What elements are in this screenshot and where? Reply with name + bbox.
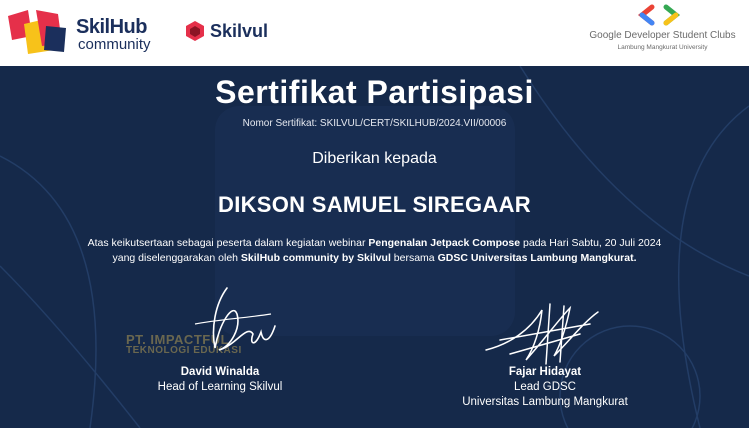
certificate-number: Nomor Sertifikat: SKILVUL/CERT/SKILHUB/2024.VII/00006	[242, 118, 507, 129]
skilhub-wordmark: SkilHub	[76, 16, 147, 38]
signatory-2-university: Universitas Lambung Mangkurat	[462, 396, 628, 408]
skilhub-mark-icon	[6, 6, 72, 58]
organizer-1: SkilHub community by Skilvul	[240, 252, 391, 264]
signatory-2-name: Fajar Hidayat	[508, 366, 582, 378]
skilhub-logo	[6, 6, 166, 58]
signatory-1-role: Head of Learning Skilvul	[157, 381, 283, 393]
signature-david-winalda	[175, 284, 285, 364]
desc-text-3: yang diselenggarakan oleh	[112, 252, 241, 264]
signatory-1-name: David Winalda	[180, 366, 260, 378]
certificate-title: Sertifikat Partisipasi	[215, 74, 534, 110]
event-name: Pengenalan Jetpack Compose	[368, 237, 521, 249]
signatory-2-role: Lead GDSC	[513, 381, 576, 393]
stamp-line-1: PT. IMPACTFUL	[126, 332, 230, 347]
signature-fajar-hidayat	[480, 300, 610, 370]
description-line-2	[0, 252, 749, 264]
gdsc-university: Lambung Mangkurat University	[617, 44, 708, 51]
recipient-name: DIKSON SAMUEL SIREGAAR	[218, 192, 531, 217]
gdsc-logo	[580, 4, 745, 60]
certificate-header	[0, 0, 749, 66]
skilvul-wordmark: Skilvul	[210, 21, 269, 41]
organizer-2: GDSC Universitas Lambung Mangkurat.	[437, 252, 637, 264]
desc-text-4: bersama	[390, 252, 438, 264]
community-wordmark: community	[78, 36, 151, 53]
skilvul-logo	[184, 20, 269, 44]
given-to-label: Diberikan kepada	[312, 150, 437, 167]
stamp-line-2: TEKNOLOGI EDUKASI	[126, 345, 242, 356]
desc-text-1: Atas keikutsertaan sebagai peserta dalam kegiatan webinar	[87, 237, 369, 249]
skilvul-hex-icon	[184, 20, 206, 42]
description-line-1	[0, 237, 749, 249]
gdsc-brackets-icon	[580, 4, 745, 28]
gdsc-name: Google Developer Student Clubs	[589, 30, 736, 41]
desc-text-2: pada Hari Sabtu, 20 Juli 2024	[520, 237, 662, 249]
